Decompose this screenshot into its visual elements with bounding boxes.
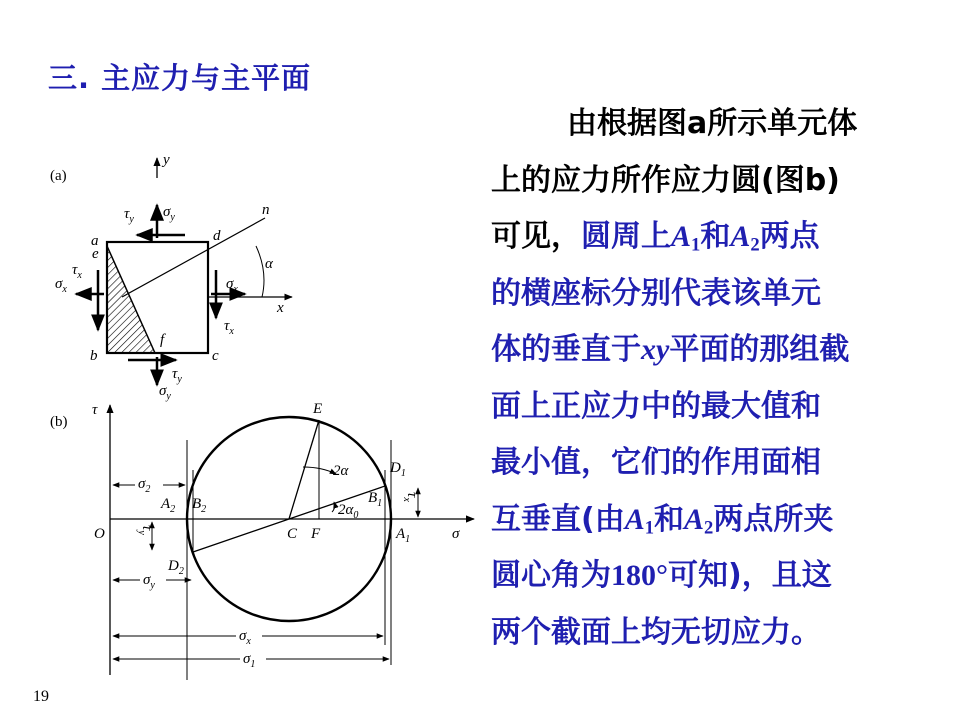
y-axis-label-a: y [163,152,170,168]
text-fragment: 可知)，且这 [668,558,832,593]
normal-line [122,218,265,297]
subscript: 1 [644,517,655,539]
alpha-label: α [265,256,273,272]
corner-c: c [212,348,219,364]
text-line-9 [491,548,951,605]
two-alpha-label: 2α [333,463,349,479]
page-number: 19 [33,688,49,705]
tau-y-dim-label: $\tau_y$ [136,525,155,535]
point-F: F [311,526,321,542]
text-line-2: 上的应力所作应力圆(图b) [491,162,840,198]
tau-y-top-label: $\tau_y$ [124,206,134,225]
sigma-x-dim-label: $\sigma_x$ [239,628,251,647]
point-D1: $D_1$ [390,460,406,479]
text-fragment: 两点所夹 [713,501,834,537]
normal-label: n [262,202,270,218]
two-alpha0-label: $2\alpha_0$ [338,502,359,521]
sigma2-label: $\sigma_2$ [138,476,151,495]
text-fragment: 和 [654,501,685,537]
sigma1-label: $\sigma_1$ [243,651,256,670]
text-fragment: 两点 [759,219,820,254]
text-line-1: 由根据图a所示单元体 [567,106,858,141]
subscript: 1 [691,234,701,256]
sigma-y-top-label: $\sigma_y$ [163,204,175,223]
point-B1: $B_1$ [368,490,383,509]
text-line-7: 最小值，它们的作用面相 [491,445,821,480]
point-E: E [313,401,323,417]
sigma-x-left-label: $\sigma_x$ [55,276,67,295]
slide-title: 三. 主应力与主平面 [48,61,312,95]
symbol-A: A [684,502,705,536]
symbol-xy: xy [641,333,670,366]
subscript: 2 [704,517,714,539]
corner-a: a [91,233,99,249]
text-fragment: 和 [700,219,731,254]
highlight-fragment [581,219,820,254]
tau-y-bottom-label: $\tau_y$ [172,366,182,385]
body-text [491,96,951,661]
text-fragment: 圆周上 [581,219,671,254]
corner-b: b [90,348,98,364]
sigma-axis-label: σ [452,526,460,542]
radius-CE [289,420,319,519]
text-fragment: 圆心角为 [491,558,611,593]
text-line-4: 的横座标分别代表该单元 [491,275,821,311]
x-axis-label-a: x [277,300,284,316]
tau-x-dim-label: $\tau_x$ [401,492,420,502]
origin-label: O [94,526,105,542]
sigma-y-dim-label: $\sigma_y$ [143,572,155,591]
tau-x-left-label: $\tau_x$ [72,262,82,281]
symbol-A: A [624,502,645,536]
tau-x-right-label: $\tau_x$ [224,318,234,337]
sigma-y-bottom-label: $\sigma_y$ [159,383,171,402]
sigma-x-right-label: $\sigma_x$ [226,276,238,295]
corner-d: d [213,228,221,244]
point-C: C [287,526,298,542]
text-line-3 [491,209,951,266]
symbol-A: A [730,220,751,253]
point-A2: $A_2$ [161,496,176,515]
subscript: 2 [750,234,760,256]
symbol-A: A [671,220,692,253]
text-line-5 [491,322,951,379]
text-fragment: 可见， [491,219,581,254]
angle-value: 180° [611,559,668,592]
text-fragment: 体的垂直于 [491,332,641,367]
figure-b-label: (b) [50,414,68,430]
point-D2: $D_2$ [168,558,184,577]
corner-e: e [92,246,99,262]
point-B2: $B_2$ [192,496,207,515]
text-line-8 [491,492,951,549]
text-line-10: 两个截面上均无切应力。 [491,614,821,650]
tau-axis-label: τ [92,402,98,418]
point-A1: $A_1$ [396,526,411,545]
text-fragment: 平面的那组截 [669,332,850,367]
figure-a-label: (a) [50,168,67,184]
text-line-6: 面上正应力中的最大值和 [491,388,821,424]
corner-f: f [160,332,165,348]
text-fragment: 互垂直(由 [491,501,625,537]
alpha-arc [256,246,264,297]
